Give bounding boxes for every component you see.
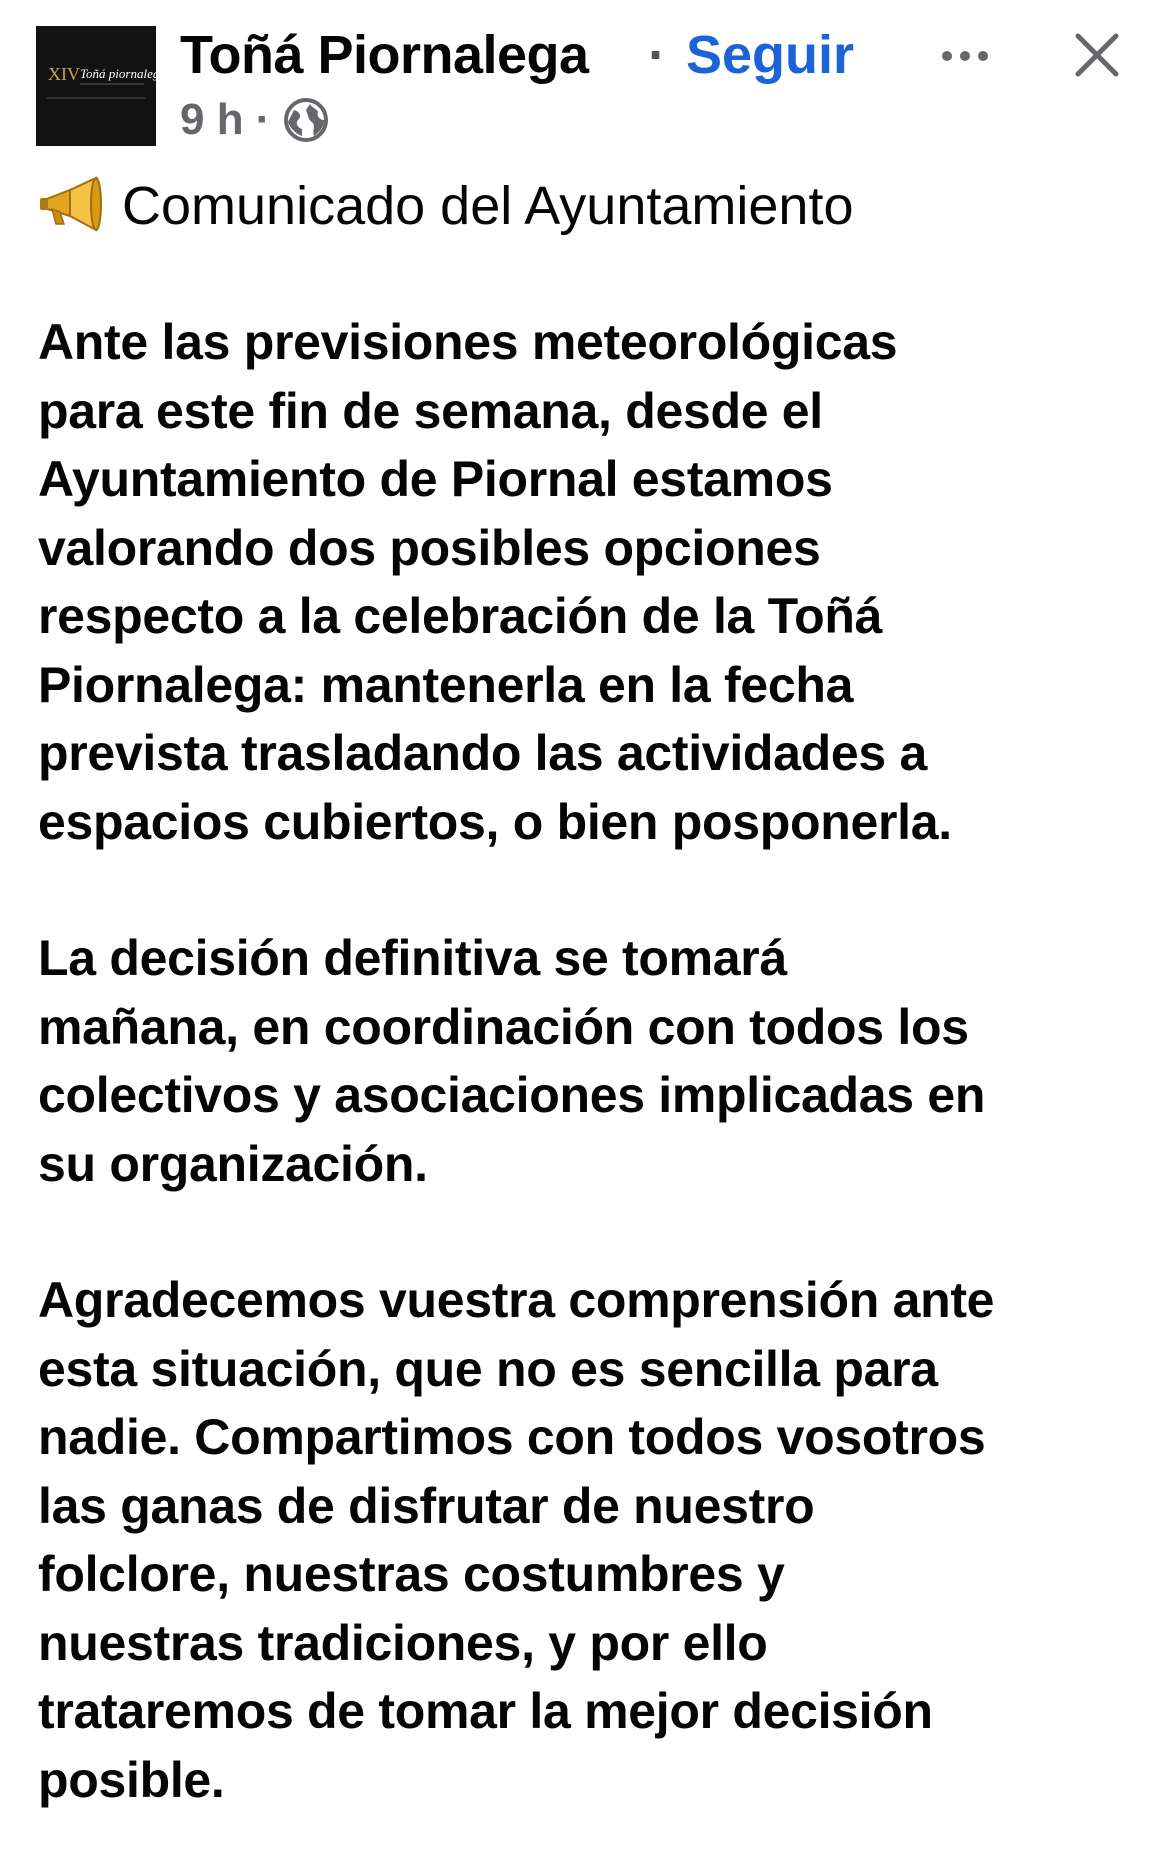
svg-text:XIV: XIV (48, 64, 80, 84)
close-button[interactable] (1072, 30, 1122, 80)
more-options-button[interactable] (935, 36, 995, 76)
post-title: Comunicado del Ayuntamiento (122, 176, 854, 236)
page-avatar[interactable] (36, 26, 166, 146)
more-horizontal-icon (935, 36, 995, 76)
post-paragraph-2: La decisión definitiva se tomará mañana, en coordinación con todos los colectivos y asociaciones implicadas en su organización. (38, 930, 986, 1192)
post-title-row (38, 172, 1148, 240)
name-separator: · (648, 25, 666, 85)
globe-icon (282, 96, 330, 144)
megaphone-icon (38, 176, 104, 236)
page-name[interactable]: Toñá Piornalega (180, 25, 589, 85)
follow-button[interactable]: Seguir (686, 25, 855, 85)
page-logo-icon (36, 26, 166, 146)
post-body (38, 172, 1148, 1814)
meta-separator: · (255, 95, 271, 144)
post-header (0, 0, 1170, 160)
post-timestamp[interactable]: 9 h (180, 95, 244, 144)
close-icon (1072, 30, 1122, 80)
post-paragraph-3: Agradecemos vuestra comprensión ante esta situación, que no es sencilla para nadie. Compartimos con todos vosotros las ganas de disfrutar de nuestro folclore, nuestras costumbres y nuestras tradiciones, y por ello trataremos de tomar la mejor decisión posible. (38, 1272, 995, 1808)
post-paragraph-1: Ante las previsiones meteorológicas para este fin de semana, desde el Ayuntamiento de Piornal estamos valorando dos posibles opciones respecto a la celebración de la Toñá Piornalega: mantenerla en la fecha prevista trasladando las actividades a espacios cubiertos, o bien posponerla. (38, 314, 952, 850)
svg-text:Toñá piornalega: Toñá piornalega (80, 66, 166, 81)
post-meta (180, 90, 330, 150)
